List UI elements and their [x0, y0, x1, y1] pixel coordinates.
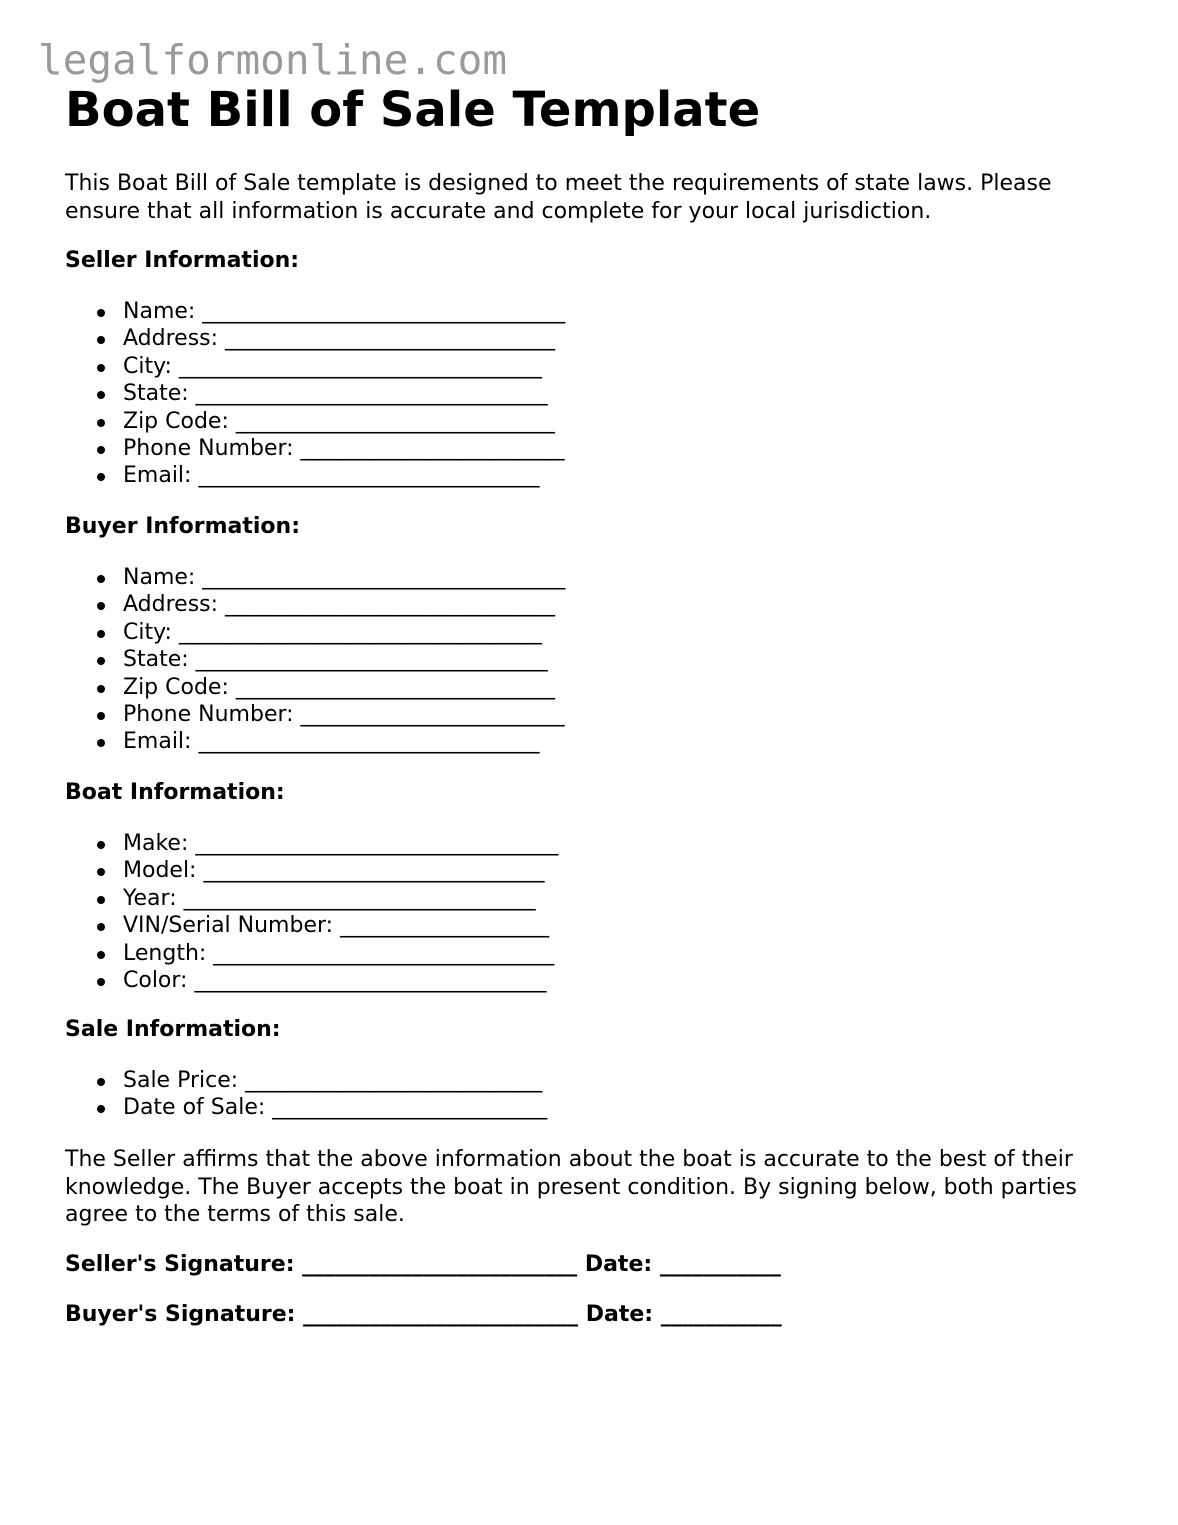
- buyer-phone-field[interactable]: Phone Number: ________________________: [0, 701, 565, 728]
- boat-color-field[interactable]: Color: ________________________________: [0, 967, 558, 994]
- bullet-icon: [97, 712, 105, 720]
- seller-fields-list: [0, 298, 565, 490]
- seller-zip-field[interactable]: Zip Code: _____________________________: [0, 408, 565, 435]
- sale-date-field[interactable]: Date of Sale: _________________________: [0, 1094, 547, 1121]
- buyer-zip-field[interactable]: Zip Code: _____________________________: [0, 674, 565, 701]
- boat-vin-field[interactable]: VIN/Serial Number: ___________________: [0, 912, 558, 939]
- bullet-icon: [97, 1105, 105, 1113]
- buyer-signature-line[interactable]: Buyer's Signature: _________________________ Date: ___________: [65, 1302, 782, 1327]
- bullet-icon: [97, 419, 105, 427]
- buyer-heading: Buyer Information:: [65, 514, 300, 539]
- boat-fields-list: [0, 830, 558, 994]
- seller-name-field[interactable]: Name: _________________________________: [0, 298, 565, 325]
- sale-heading: Sale Information:: [65, 1017, 281, 1042]
- seller-address-field[interactable]: Address: ______________________________: [0, 325, 565, 352]
- boat-year-field[interactable]: Year: ________________________________: [0, 885, 558, 912]
- bullet-icon: [97, 336, 105, 344]
- buyer-email-field[interactable]: Email: _______________________________: [0, 728, 565, 755]
- buyer-fields-list: [0, 564, 565, 756]
- boat-heading: Boat Information:: [65, 780, 285, 805]
- watermark: legalformonline.com: [38, 36, 507, 84]
- sale-fields-list: [0, 1067, 547, 1122]
- seller-phone-field[interactable]: Phone Number: ________________________: [0, 435, 565, 462]
- bullet-icon: [97, 364, 105, 372]
- bullet-icon: [97, 602, 105, 610]
- bullet-icon: [97, 630, 105, 638]
- bullet-icon: [97, 923, 105, 931]
- seller-heading: Seller Information:: [65, 248, 300, 273]
- bullet-icon: [97, 951, 105, 959]
- buyer-state-field[interactable]: State: ________________________________: [0, 646, 565, 673]
- buyer-name-field[interactable]: Name: _________________________________: [0, 564, 565, 591]
- buyer-address-field[interactable]: Address: ______________________________: [0, 591, 565, 618]
- seller-signature-line[interactable]: Seller's Signature: _________________________ Date: ___________: [65, 1252, 781, 1277]
- page-title: Boat Bill of Sale Template: [65, 82, 761, 138]
- boat-make-field[interactable]: Make: _________________________________: [0, 830, 558, 857]
- boat-model-field[interactable]: Model: _______________________________: [0, 857, 558, 884]
- seller-email-field[interactable]: Email: _______________________________: [0, 462, 565, 489]
- bullet-icon: [97, 309, 105, 317]
- bullet-icon: [97, 868, 105, 876]
- buyer-city-field[interactable]: City: _________________________________: [0, 619, 565, 646]
- bullet-icon: [97, 391, 105, 399]
- bullet-icon: [97, 473, 105, 481]
- intro-paragraph: This Boat Bill of Sale template is designed to meet the requirements of state laws. Please ensure that all information is accurate and complete for your local jurisdiction.: [65, 171, 1052, 224]
- bullet-icon: [97, 841, 105, 849]
- bullet-icon: [97, 978, 105, 986]
- seller-city-field[interactable]: City: _________________________________: [0, 353, 565, 380]
- bullet-icon: [97, 739, 105, 747]
- bullet-icon: [97, 575, 105, 583]
- seller-state-field[interactable]: State: ________________________________: [0, 380, 565, 407]
- sale-price-field[interactable]: Sale Price: ___________________________: [0, 1067, 547, 1094]
- bullet-icon: [97, 896, 105, 904]
- bullet-icon: [97, 446, 105, 454]
- boat-length-field[interactable]: Length: _______________________________: [0, 940, 558, 967]
- bullet-icon: [97, 685, 105, 693]
- bullet-icon: [97, 1078, 105, 1086]
- closing-paragraph: The Seller affirms that the above information about the boat is accurate to the best of their knowledge. The Buyer accepts the boat in present condition. By signing below, both parties agree to the terms of this sale.: [65, 1147, 1077, 1227]
- bullet-icon: [97, 657, 105, 665]
